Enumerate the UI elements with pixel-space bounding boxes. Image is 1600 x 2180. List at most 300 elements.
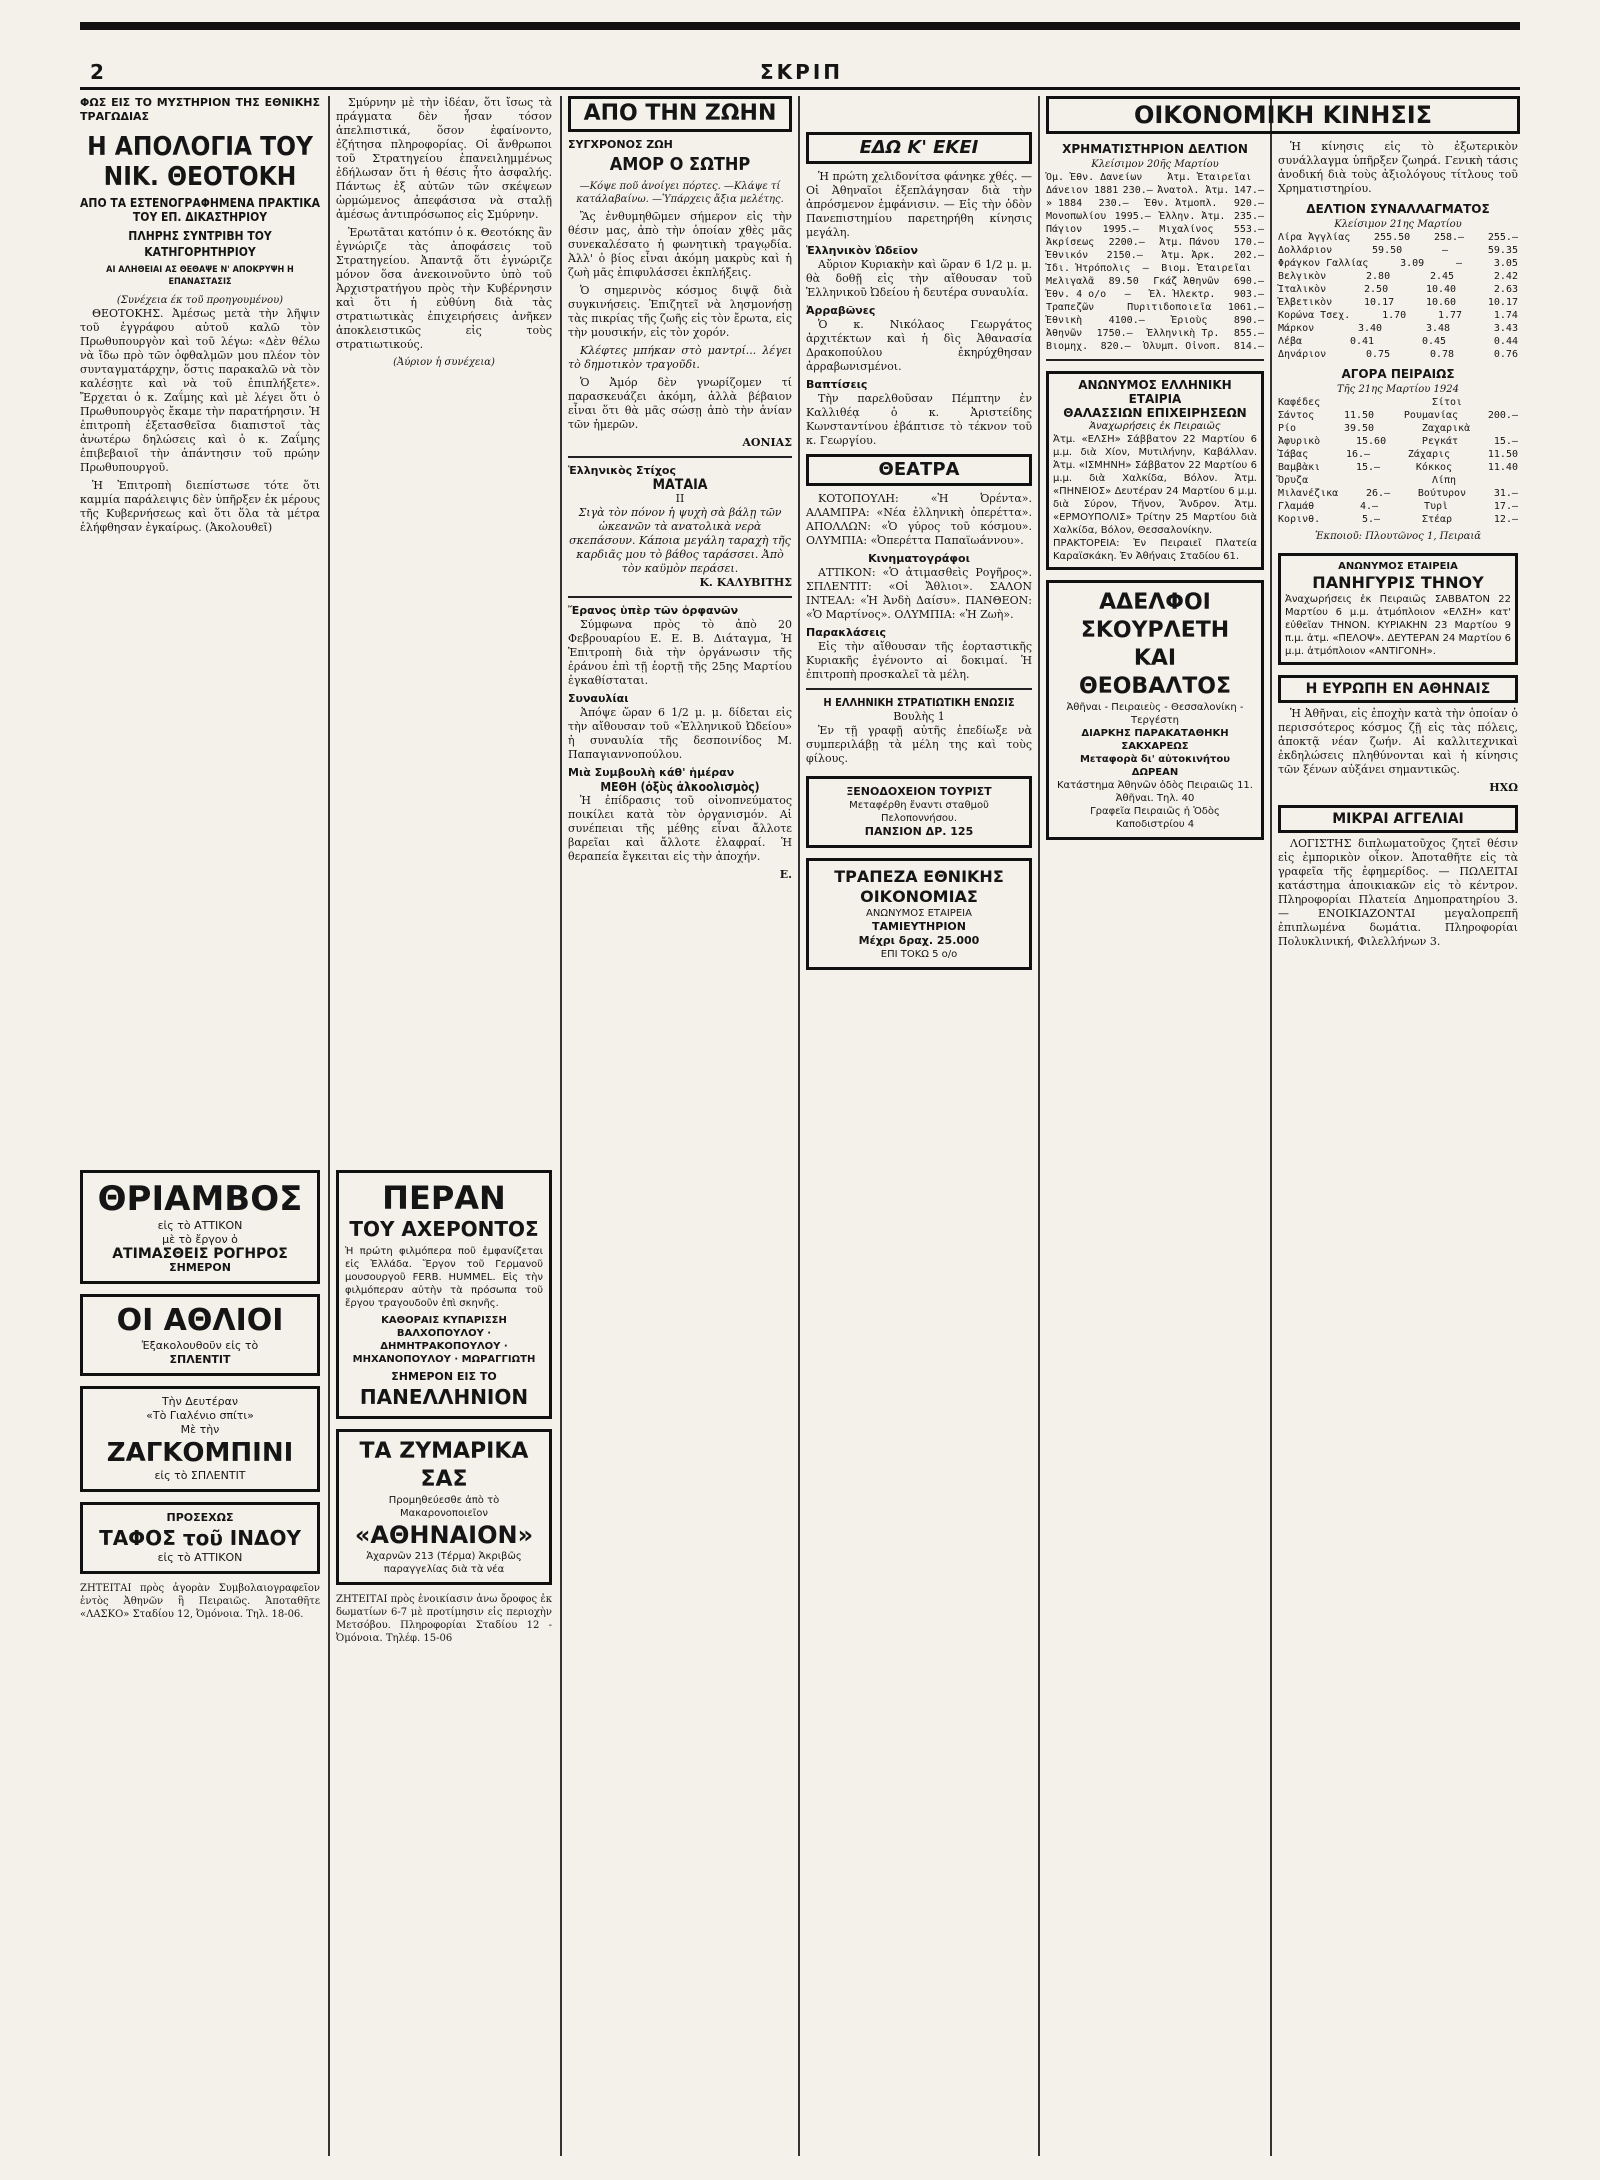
newspaper-page <box>80 0 1520 2180</box>
stock-row-cell: Βιομηχ. <box>1046 341 1089 352</box>
goods-table <box>1278 396 1518 526</box>
goods-row-cell: Ρουμανίας <box>1403 410 1459 421</box>
stock-row-cell: 890.— <box>1233 315 1264 326</box>
stock-row-cell: Δάνειον 1881 <box>1046 185 1119 196</box>
stock-row <box>1046 301 1264 314</box>
goods-row-cell: Ζάχαρις <box>1407 449 1451 460</box>
stock-row-cell: Μελιγαλᾶ <box>1046 276 1095 287</box>
ad-line: ΑΝΩΝΥΜΟΣ ΕΤΑΙΡΕΙΑ <box>866 908 972 919</box>
fx-row-cell: Φράγκον Γαλλίας <box>1278 258 1369 269</box>
ad-line: Ἀναχωρήσεις ἐκ Πειραιῶς <box>1089 421 1221 432</box>
goods-row-cell: 200.— <box>1487 410 1518 421</box>
goods-row-cell: 15.— <box>1493 436 1518 447</box>
goods-row-cell: 11.50 <box>1487 449 1518 460</box>
fx-row-cell: 0.41 <box>1349 336 1375 347</box>
goods-row-cell: 15.60 <box>1355 436 1387 447</box>
ad-line: ΠΑΝΣΙΟΝ ΔΡ. 125 <box>864 825 974 838</box>
ad-line: εἰς τὸ ΑΤΤΙΚΟΝ <box>157 1219 243 1232</box>
ad-body: Ἡ πρώτη φιλμόπερα ποῦ ἐμφανίζεται εἰς Ἑλλάδα. Ἔργον τοῦ Γερμανοῦ μουσουργοῦ FERB. HUMMEL. Εἰς τὴν φιλμόπεραν αὐτὴν τὰ πρόσωπα τοῦ ἔργου τραγουδοῦν ἐπὶ σκηνῆς. <box>345 1246 543 1309</box>
ad-title: ΠΑΝΗΓΥΡΙΣ ΤΗΝΟΥ <box>1312 573 1484 592</box>
section-label: Ἑλληνικὸς Στίχος <box>568 464 676 477</box>
advice-title: ΜΕΘΗ (ὀξὺς ἀλκοολισμὸς) <box>600 780 760 794</box>
ad-tafos <box>80 1502 320 1574</box>
article-body: Ἂς ἐνθυμηθῶμεν σήμερον εἰς τὴν θέσιν μας, ἀπὸ τὴν ὁποίαν χθὲς μᾶς συνεκαλέσατο ἡ φωνητικὴ τραγῳδία. Ἀλλ' ὁ βίος εἶναι ἀκόμη μακρὺς καὶ ἡ ζωὴ μᾶς ἐπιφυλάσσει ἐκπλήξεις. <box>568 210 792 279</box>
ad-brand: «ΑΘΗΝΑΙΟΝ» <box>354 1521 534 1549</box>
ad-title: ΤΑΦΟΣ τοῦ ΙΝΔΟΥ <box>99 1526 301 1550</box>
section-label: Μιὰ Συμβουλὴ κάθ' ἡμέραν <box>568 766 735 779</box>
stock-row-cell: Ἀθηνῶν <box>1046 328 1083 339</box>
stock-row-cell: 855.— <box>1233 328 1264 339</box>
piraeus-date: Τῆς 21ης Μαρτίου 1924 <box>1337 384 1459 395</box>
stock-row-cell: 170.— <box>1233 237 1264 248</box>
stock-row-cell: Ἑλλην. Ἀτμ. <box>1159 211 1226 222</box>
stock-row-cell: 1750.— <box>1096 328 1133 339</box>
article-headline: Η ΑΠΟΛΟΓΙΑ ΤΟΥ ΝΙΚ. ΘΕΟΤΟΚΗ <box>87 132 313 192</box>
goods-row-cell: Λίπη <box>1431 475 1457 486</box>
article-body: Ὁ Ἀμόρ δὲν γνωρίζομεν τί παρασκευάζει ἀκόμη, ἀλλὰ βέβαιον εἶναι ὅτι θὰ μᾶς σώσῃ ἀπὸ τὴν ἀνίαν τῶν ἡμερῶν. <box>568 376 792 431</box>
stock-row-cell: Ἰδι. Ἡτρόπολις <box>1046 263 1131 274</box>
article-signature: Ε. <box>779 868 792 881</box>
market-title: ΧΡΗΜΑΤΙΣΤΗΡΙΟΝ ΔΕΛΤΙΟΝ <box>1062 142 1248 156</box>
fx-row-cell: 0.78 <box>1429 349 1455 360</box>
ad-line: ΤΑΜΙΕΥΤΗΡΙΟΝ <box>872 920 966 933</box>
market-date: Κλείσιμον 20ῆς Μαρτίου <box>1091 159 1219 170</box>
stock-row-cell: Ἐθν. 4 ο/ο <box>1046 289 1107 300</box>
article-body: Ὁ κ. Νικόλαος Γεωργάτος ἀρχιτέκτων καὶ ἡ δὶς Ἀθανασία Δρακοπούλου ἐκηρύχθησαν ἀρραβωνισμένοι. <box>806 318 1032 373</box>
fx-row-cell: Δολλάριον <box>1278 245 1333 256</box>
goods-row <box>1278 474 1518 487</box>
piraeus-title: ΑΓΟΡΑ ΠΕΙΡΑΙΩΣ <box>1341 367 1455 381</box>
goods-row-cell: 39.50 <box>1343 423 1375 434</box>
fx-row-cell: 10.40 <box>1425 284 1457 295</box>
goods-row-cell: 26.— <box>1366 488 1391 499</box>
article-title: ΑΜΟΡ Ο ΣΩΤΗΡ <box>609 154 751 175</box>
goods-row-cell: Σάντος <box>1278 410 1315 421</box>
ad-line: ΕΠΙ ΤΟΚΩ 5 ο/ο <box>880 949 958 960</box>
ad-line: ΣΗΜΕΡΟΝ <box>169 1261 231 1274</box>
fx-title: ΔΕΛΤΙΟΝ ΣΥΝΑΛΛΑΓΜΑΤΟΣ <box>1306 202 1490 216</box>
ad-title: ΞΕΝΟΔΟΧΕΙΟΝ ΤΟΥΡΙΣΤ <box>846 785 992 798</box>
fx-row-cell: 2.63 <box>1493 284 1518 295</box>
stock-row-cell: Ἐθνικόν <box>1046 250 1089 261</box>
article-signature: ΗΧΩ <box>1489 781 1518 794</box>
stock-row-cell: Ἐλληνικὴ Τρ. <box>1147 328 1220 339</box>
column-rule <box>328 96 330 2156</box>
section-label: ΣΥΓΧΡΟΝΟΣ ΖΩΗ <box>568 138 673 151</box>
stock-row-cell: Ἐλ. Ἠλεκτρ. <box>1149 289 1216 300</box>
fx-row <box>1278 322 1518 335</box>
column-rule <box>560 96 562 2156</box>
ad-zagkompini <box>80 1386 320 1492</box>
fx-row-cell: 1.70 <box>1382 310 1407 321</box>
page-number: 2 <box>90 60 104 84</box>
article-body: ΘΕΟΤΟΚΗΣ. Ἀμέσως μετὰ τὴν λῆψιν τοῦ ἐγγράφου αὐτοῦ καλῶ τὸν Πρωθυπουργὸν καὶ τοῦ λέγω: «Δὲν θέλω νὰ ἴδω πρὸ τῶν ὀφθαλμῶν μου πλέον τὸν συνταγματάρχην, ὅστις παρακαλῶ νὰ τὸν καλέσῃτε καὶ νὰ τοῦ ἐπιπλήξετε». Ἔρχεται ὁ κ. Ζαΐμης καὶ μὲ λέγει ὅτι ὁ Πρωθυπουργὸς ἔκαμε τὴν παρατήρησιν. Ἡ ἐπιτροπὴ ἐξετασθεῖσα διαπιστοῖ τὰς ἀνωτέρω δηλώσεις καὶ ὁ κ. Ζαΐμης ἐπιβεβαιοῖ τὴν ἀπάντησιν τοῦ πρώην Πρωθυπουργοῦ. <box>80 307 320 474</box>
fx-row-cell: 10.17 <box>1487 297 1518 308</box>
stock-row-cell: Πυριτιδοποιεῖα <box>1127 302 1212 313</box>
stock-row-cell: 690.— <box>1233 276 1264 287</box>
ad-body: Ἀναχωρήσεις ἐκ Πειραιῶς ΣΑΒΒΑΤΟΝ 22 Μαρτίου 6 μ.μ. ἀτμόπλοιον «ΕΛΣΗ» κατ' εὐθεῖαν ΤΗΝΟΝ. ΚΥΡΙΑΚΗΝ 23 Μαρτίου 9 π.μ. ἀτμ. «ΠΕΛΟΨ». ΔΕΥΤΕΡΑΝ 24 Μαρτίου 6 μ.μ. ἀτμόπλοιον «ΑΝΤΙΓΟΝΗ». <box>1285 594 1511 657</box>
fx-row-cell: 0.75 <box>1366 349 1391 360</box>
goods-row-cell: 11.40 <box>1487 462 1518 473</box>
ad-body: Ἀτμ. «ΕΛΣΗ» Σάββατον 22 Μαρτίου 6 μ.μ. διὰ Χίον, Μυτιλήνην, Καβάλλαν. Ἀτμ. «ΙΣΜΗΝΗ» Σάββατον 22 Μαρτίου 6 μ.μ. διὰ Χαλκίδα, Βόλον. Ἀτμ. «ΠΗΝΕΙΟΣ» Δευτέραν 24 Μαρτίου 6 μ.μ. διὰ Σύρον, Τῆνον, Ἄνδρον. Ἀτμ. «ΕΡΜΟΥΠΟΛΙΣ» Τρίτην 25 Μαρτίου διὰ Χαλκίδα, Βόλον, Θεσσαλονίκην. <box>1053 434 1257 536</box>
stock-row <box>1046 210 1264 223</box>
fx-row-cell: Ἑλβετικὸν <box>1278 297 1333 308</box>
arrival-title: Η ΕΥΡΩΠΗ ΕΝ ΑΘΗΝΑΙΣ <box>1278 675 1518 703</box>
fx-row-cell: 3.43 <box>1493 323 1518 334</box>
goods-row-cell: 5.— <box>1362 514 1381 525</box>
fx-row-cell: 3.05 <box>1493 258 1518 269</box>
goods-row-cell: 11.50 <box>1343 410 1375 421</box>
section-label: Ἔρανος ὑπὲρ τῶν ὀρφανῶν <box>568 604 739 617</box>
goods-row-cell: Ρίο <box>1278 423 1297 434</box>
goods-row-cell: Βούτυρον <box>1417 488 1467 499</box>
ad-bank <box>806 858 1032 970</box>
ad-skourleti <box>1046 580 1264 840</box>
masthead <box>80 60 1520 90</box>
fx-row-cell: Κορώνα Τσεχ. <box>1278 310 1351 321</box>
goods-row <box>1278 435 1518 448</box>
stock-row-cell: 820.— <box>1100 341 1131 352</box>
ad-line: εἰς τὸ ΑΤΤΙΚΟΝ <box>157 1551 243 1564</box>
stock-row-cell: — <box>1142 263 1149 274</box>
ad-line: ΠΡΟΣΕΧΩΣ <box>166 1511 234 1524</box>
stock-row-cell: » 1884 <box>1046 198 1083 209</box>
fx-row-cell: 2.80 <box>1366 271 1391 282</box>
goods-row-cell: Καφέδες <box>1278 397 1321 408</box>
article-body: Ἡ Ἐπιτροπὴ διεπίστωσε τότε ὅτι καμμία παράλειψις δὲν ὑπῆρξεν ἐκ μέρους τῆς Κυβερνήσεως καὶ ὅτι ὅλα τὰ μέτρα ἐλήφθησαν ἐγκαίρως. (Ἀκολουθεῖ) <box>80 479 320 534</box>
fx-row-cell: Ἰταλικὸν <box>1278 284 1327 295</box>
notice-title: Η ΕΛΛΗΝΙΚΗ ΣΤΡΑΤΙΩΤΙΚΗ ΕΝΩΣΙΣ <box>823 696 1015 709</box>
divider <box>568 456 792 458</box>
fx-row <box>1278 309 1518 322</box>
classifieds-title: ΜΙΚΡΑΙ ΑΓΓΕΛΙΑΙ <box>1278 805 1518 833</box>
ads-column <box>80 1160 320 1621</box>
article-body: Τὴν παρελθοῦσαν Πέμπτην ἐν Καλλιθέᾳ ὁ κ. Ἀριστείδης Κωνσταντίνου ἐβάπτισε τὸ τέκνον τοῦ κ. Γεωργίου. <box>806 392 1032 447</box>
article-body: Σύμφωνα πρὸς τὸ ἀπὸ 20 Φεβρουαρίου Ε. Ε. Β. Διάταγμα, Ἡ Ἐπιτροπὴ διὰ τὴν ὀργάνωσιν τῆς ἐράνου ἐπὶ τῇ ἑορτῇ τῆς 25ης Μαρτίου ἐγκαθίσταται. <box>568 618 792 687</box>
divider <box>1046 359 1264 361</box>
ad-line: εἰς τὸ ΣΠΛΕΝΤΙΤ <box>154 1469 246 1482</box>
goods-row-cell: Ὄρυζα <box>1278 475 1309 486</box>
fx-row-cell: Βελγικὸν <box>1278 271 1327 282</box>
fx-row-cell: 10.17 <box>1364 297 1395 308</box>
stock-row-cell: Βιομ. Ἑταιρεῖαι <box>1161 263 1252 274</box>
goods-row <box>1278 409 1518 422</box>
section-label: Παρακλάσεις <box>806 626 887 639</box>
stock-row-cell: Μονοπωλίου <box>1046 211 1107 222</box>
section-label: Ἀρραβῶνες <box>806 304 876 317</box>
divider <box>568 596 792 598</box>
goods-row-cell: Βαμβὰκι <box>1278 462 1321 473</box>
ads-column-2 <box>336 1160 552 1645</box>
stock-row-cell: Ἀτμ. Ἀρκ. <box>1161 250 1216 261</box>
column-rule <box>798 96 800 2156</box>
stock-row-cell: Τραπεζῶν <box>1046 302 1095 313</box>
goods-row-cell: Τυρὶ <box>1423 501 1449 512</box>
classified-ad: ΖΗΤΕΙΤΑΙ πρὸς ἐνοικίασιν ἀνω ὄροφος ἐκ δωματίων 6-7 μὲ προτίμησιν εἰς περιοχὴν Μετσόβου. Πληροφορίαι Σταδίου 12 - Ὀμόνοια. Τηλέφ. 15-06 <box>336 1594 552 1644</box>
section-label: Βαπτίσεις <box>806 378 868 391</box>
ad-title: ΠΑΝΕΛΛΗΝΙΟΝ <box>359 1385 529 1409</box>
stock-row <box>1046 288 1264 301</box>
fx-row-cell: Δηνάριον <box>1278 349 1327 360</box>
section-label: Συναυλίαι <box>568 692 629 705</box>
column-2 <box>336 96 552 369</box>
ad-title: ΤΟΥ ΑΧΕΡΟΝΤΟΣ <box>349 1217 539 1241</box>
goods-row-cell: 31.— <box>1493 488 1518 499</box>
stock-row-cell: 89.50 <box>1108 276 1139 287</box>
divider <box>806 688 1032 690</box>
fx-row <box>1278 257 1518 270</box>
continued-note: (Συνέχεια έκ τοῦ προηγουμένου) <box>116 295 284 306</box>
fx-row <box>1278 296 1518 309</box>
goods-row <box>1278 461 1518 474</box>
fx-row-cell: 1.74 <box>1493 310 1518 321</box>
ad-title: ΖΑΓΚΟΜΠΙΝΙ <box>106 1438 294 1468</box>
cinemas-list: ΑΤΤΙΚΟΝ: «Ὁ ἀτιμασθεὶς Ρογῆρος». ΣΠΛΕΝΤΙΤ: «Οἱ Ἄθλιοι». ΣΑΛΟΝ ΙΝΤΕΑΛ: «Ἡ Ἀνδὴ Δαίσυ». ΠΑΝΘΕΟΝ: «Ὁ Μαρτίνος». ΟΛΥΜΠΙΑ: «Ἡ Ζωὴ». <box>806 566 1032 621</box>
stock-row <box>1046 236 1264 249</box>
goods-row-cell: 12.— <box>1493 514 1518 525</box>
fx-table <box>1278 231 1518 361</box>
fx-row-cell: 255.— <box>1487 232 1518 243</box>
fx-row-cell: Λέβα <box>1278 336 1303 347</box>
column-6 <box>1278 140 1518 953</box>
fx-row-cell: — <box>1456 258 1463 269</box>
stock-row <box>1046 184 1264 197</box>
article-body: Σμύρνην μὲ τὴν ἰδέαν, ὅτι ἴσως τὰ πράγματα δὲν ἦσαν τόσον ἀπελπιστικά, ὅσον ἐφαίνοντο, ἐζήτησα πληροφορίας. Οἱ ἄνθρωποι τοῦ Στρατηγείου ἐπανειλημμένως ἐδήλωσαν ὅτι ἡ θέσις ἦτο ἀσφαλής. Πάντως ἐξ αὐτῶν τῶν σκέψεων ὡρμώμενος ἀπεφάσισα νὰ σταλῇ ἀμέσως ἀντιπρόσωπος εἰς Σμύρνην. <box>336 96 552 221</box>
fx-date: Κλείσιμον 21ης Μαρτίου <box>1334 219 1462 230</box>
goods-row <box>1278 422 1518 435</box>
ad-line: «Τὸ Γιαλένιο σπίτι» <box>146 1409 254 1422</box>
fx-row <box>1278 348 1518 361</box>
article-verse: —Κόψε ποῦ ἀνοίγει πόρτες. —Κλάψε τί κατάλαβαίνω. —Ὑπάρχεις ἄξια μελέτης. <box>576 181 784 205</box>
stock-row-cell: Ἀτμ. Πάνου <box>1159 237 1220 248</box>
ad-line: ΑΤΙΜΑΣΘΕΙΣ ΡΟΓΗΡΟΣ <box>112 1246 288 1262</box>
goods-row-cell: Μιλανέζικα <box>1278 488 1339 499</box>
ad-title: ΑΝΩΝΥΜΟΣ ΕΤΑΙΡΕΙΑ <box>1338 561 1458 572</box>
stock-row-cell: — <box>1124 289 1131 300</box>
ad-title: ΑΔΕΛΦΟΙ ΣΚΟΥΡΛΕΤΗ <box>1080 590 1230 643</box>
notice-sub: Βουλὴς 1 <box>893 710 945 723</box>
fx-row-cell: Λίρα Ἀγγλίας <box>1278 232 1351 243</box>
ad-line: Μέχρι δραχ. 25.000 <box>858 934 980 947</box>
stock-row-cell: 4100.— <box>1108 315 1145 326</box>
article-body: Ἡ Ἀθῆναι, εἰς ἐποχὴν κατὰ τὴν ὁποίαν ὁ περισσότερος κόσμος ζῇ εἰς τὰς πόλεις, ἀποκτᾷ νέαν ζωήν. Αἱ καλλιτεχνικαὶ ἐκδηλώσεις πληθύνονται καὶ ἡ κίνησις τῶν ξένων αὐξάνει σημαντικῶς. <box>1278 707 1518 776</box>
fx-row <box>1278 231 1518 244</box>
goods-row-cell: 15.— <box>1355 462 1381 473</box>
goods-row <box>1278 448 1518 461</box>
stock-row <box>1046 223 1264 236</box>
goods-row <box>1278 513 1518 526</box>
paper-name: ΣΚΡΙΠ <box>760 60 843 84</box>
ad-shipping <box>1046 371 1264 570</box>
fx-row-cell: 258.— <box>1433 232 1465 243</box>
stock-row-cell: Ἀνατολ. Ἀτμ. <box>1157 185 1230 196</box>
classifieds-body: ΛΟΓΙΣΤΗΣ διπλωματοῦχος ζητεῖ θέσιν εἰς ἐμπορικὸν οἶκον. Ἀποταθῆτε εἰς τὰ γραφεῖα τῆς ἐφημερίδος. — ΠΩΛΕΙΤΑΙ κατάστημα ἀποικιακῶν εἰς τὸ κέντρον. Πληροφορίαι Πλατεία Δημοπρατηρίου 3. — ΕΝΟΙΚΙΑΖΟΝΤΑΙ μεγαλοπρεπῆ ἐπιπλωμένα δωμάτια. Πληροφορίαι Πολυκλινική, Φιλελλήνων 3. <box>1278 837 1518 948</box>
goods-row-cell: 17.— <box>1493 501 1518 512</box>
stock-row-cell: Γκάζ Ἀθηνῶν <box>1153 276 1220 287</box>
stock-row <box>1046 249 1264 262</box>
stock-row-cell: Ὁμ. Ἐθν. Δανείων <box>1046 172 1143 183</box>
fx-row-cell: — <box>1441 245 1449 256</box>
market-footer: Ἐκποιοῦ: Πλουτῶνος 1, Πειραιᾶ <box>1314 531 1481 542</box>
fx-row-cell: 59.35 <box>1487 245 1518 256</box>
ad-line: Τὴν Δευτέραν <box>161 1395 239 1408</box>
stock-row-cell: Ἀκρίσεως <box>1046 237 1095 248</box>
stock-row <box>1046 262 1264 275</box>
ad-line: ΣΗΜΕΡΟΝ ΕΙΣ ΤΟ <box>391 1370 497 1383</box>
column-4 <box>806 96 1032 970</box>
ad-title: ΚΑΙ ΘΕΟΒΑΛΤΟΣ <box>1079 646 1231 699</box>
stock-row <box>1046 314 1264 327</box>
ad-title: ΘΡΙΑΜΒΟΣ <box>97 1179 303 1219</box>
article-quote: Κλέφτες μπήκαν στὸ μαντρί... λέγει τὸ δημοτικὸν τραγοῦδι. <box>568 344 792 371</box>
fx-row-cell: 3.40 <box>1357 323 1383 334</box>
top-rule <box>80 22 1520 30</box>
goods-row-cell: Γλαμάθ <box>1278 501 1315 512</box>
ad-line: μὲ τὸ ἔργον ὁ <box>162 1233 238 1246</box>
goods-row-cell: 16.— <box>1345 449 1371 460</box>
stock-row-cell: 920.— <box>1233 198 1264 209</box>
fx-row-cell: 2.42 <box>1493 271 1518 282</box>
stock-row-cell: Ἀτμ. Ἑταιρεῖαι <box>1167 172 1252 183</box>
fx-row-cell: 255.50 <box>1374 232 1411 243</box>
ad-athlioi <box>80 1294 320 1376</box>
ad-title: ΤΑ ΖΥΜΑΡΙΚΑ ΣΑΣ <box>359 1439 529 1492</box>
stock-row <box>1046 327 1264 340</box>
stock-row-cell: 230.— <box>1122 185 1153 196</box>
goods-row <box>1278 500 1518 513</box>
fx-row-cell: 0.76 <box>1493 349 1518 360</box>
fx-row <box>1278 283 1518 296</box>
ad-contact: ΠΡΑΚΤΟΡΕΙΑ: Ἐν Πειραιεῖ Πλατεία Καραϊσκάκη. Ἐν Ἀθήναις Σταδίου 61. <box>1053 538 1257 562</box>
stock-row-cell: 230.— <box>1098 198 1129 209</box>
ad-line: Μὲ τὴν <box>180 1423 220 1436</box>
stock-row-cell: 1995.— <box>1114 211 1151 222</box>
ad-line: Προμηθεύεσθε ἀπὸ τὸ Μακαρονοποιεῖον <box>388 1495 500 1519</box>
fx-row-cell: 2.50 <box>1364 284 1389 295</box>
fx-row <box>1278 244 1518 257</box>
article-subhead: ΑΠΟ ΤΑ ΕΣΤΕΝΟΓΡΑΦΗΜΕΝΑ ΠΡΑΚΤΙΚΑ ΤΟΥ ΕΠ. ΔΙΚΑΣΤΗΡΙΟΥ <box>80 196 320 224</box>
ad-title: ΤΡΑΠΕΖΑ ΕΘΝΙΚΗΣ ΟΙΚΟΝΟΜΙΑΣ <box>834 867 1004 906</box>
column-3 <box>568 96 792 882</box>
stock-row-cell: Μιχαλίνος <box>1159 224 1214 235</box>
goods-row-cell: Ρεγκάτ <box>1421 436 1459 447</box>
stock-row <box>1046 275 1264 288</box>
goods-row-cell: Κόκκος <box>1415 462 1453 473</box>
column-1 <box>80 96 320 539</box>
stock-row-cell: Ὀλυμπ. Οἰνοπ. <box>1143 341 1222 352</box>
ad-tinos <box>1278 553 1518 665</box>
fx-row-cell: 0.44 <box>1493 336 1518 347</box>
article-body: Ὁ σημερινὸς κόσμος διψᾷ διὰ συγκινήσεις. Ἐπιζητεῖ νὰ λησμονήσῃ τὰς πικρίας τῆς ζωῆς εἰς τὸν ἔρωτα, εἰς τὴν μουσικήν, εἰς τὸν χορόν. <box>568 284 792 339</box>
ad-cast: ΚΑΘΟΡΑΙΣ ΚΥΠΑΡΙΣΣΗ ΒΑΛΧΟΠΟΥΛΟΥ · ΔΗΜΗΤΡΑΚΟΠΟΥΛΟΥ · ΜΗΧΑΝΟΠΟΥΛΟΥ · ΜΩΡΑΓΓΙΩΤΗ <box>352 1315 536 1365</box>
poem-text: Σιγὰ τὸν πόνον ἡ ψυχὴ σὰ βάλῃ τῶν ὠκεανῶν τὰ ανατολικὰ νερὰ σκεπάσουν. Κάποια μεγάλη ταραχὴ τῆς καρδιᾶς μου τὸ βάθος ταράσσει. Ἀπὸ τὸν καϋμὸν περάσει. <box>569 506 791 575</box>
ad-line: Ἀχαρνῶν 213 (Τέρμα) Ἀκριβῶς παραγγελίας διὰ τὰ νέα <box>366 1551 522 1575</box>
article-subhead: ΑΙ ΑΛΗΘΕΙΑΙ ΑΣ ΘΕΘΑΨΕ Ν' ΑΠΟΚΡΥΨΗ Η ΕΠΑΝΑΣΤΑΣΙΣ <box>106 265 294 287</box>
column-rule <box>1270 96 1272 2156</box>
stock-row-cell: 202.— <box>1233 250 1264 261</box>
stock-row-cell: 2200.— <box>1108 237 1145 248</box>
fx-row <box>1278 270 1518 283</box>
stock-row-cell: 2150.— <box>1106 250 1143 261</box>
notice-body: Ἐν τῇ γραφῇ αὐτῆς ἐπεδίωξε νὰ συμπεριλάβῃ τὰ μέλη της καὶ τοὺς φίλους. <box>806 724 1032 765</box>
article-body: Εἰς τὴν αἴθουσαν τῆς ἑορταστικῆς Κυριακῆς ἐγένοντο αἱ δοκιμαί. Ἡ ἐπιτροπὴ προσκαλεῖ τὰ μέλη. <box>806 640 1032 681</box>
ad-line: Ἀθῆναι - Πειραιεὺς - Θεσσαλονίκη - Τεργέστη <box>1066 702 1244 726</box>
column-rule <box>1038 96 1040 2156</box>
fx-row-cell: 0.45 <box>1421 336 1447 347</box>
section-label: Ἑλληνικὸν Ὠδεῖον <box>806 244 918 257</box>
fx-row-cell: 10.60 <box>1425 297 1457 308</box>
goods-row-cell: Ἀφυρικὸ <box>1278 436 1321 447</box>
stock-row-cell: 235.— <box>1233 211 1264 222</box>
theatres-list: ΚΟΤΟΠΟΥΛΗ: «Ἡ Ὀρέντα». ΑΛΑΜΠΡΑ: «Νέα ἐλληνικὴ ὀπερέττα». ΑΠΟΛΛΩΝ: «Ὁ γύρος τοῦ κόσμου». ΟΛΥΜΠΙΑ: «Ὀπερέττα Παπαϊωάννου». <box>806 492 1032 547</box>
stock-table <box>1046 171 1264 353</box>
section-banner: ΑΠΟ ΤΗΝ ΖΩΗΝ <box>568 96 792 132</box>
article-author: ΑΟΝΙΑΣ <box>742 436 792 449</box>
ad-title: ΘΑΛΑΣΣΙΩΝ ΕΠΙΧΕΙΡΗΣΕΩΝ <box>1063 406 1247 420</box>
ad-line: Μεταφορὰ δι' αὐτοκινήτου ΔΩΡΕΑΝ <box>1079 754 1231 778</box>
goods-row-cell: Στέαρ <box>1421 514 1453 525</box>
stock-row-cell: 553.— <box>1233 224 1264 235</box>
stock-row-cell: 1061.— <box>1227 302 1264 313</box>
stock-row <box>1046 197 1264 210</box>
stock-row <box>1046 340 1264 353</box>
stock-row-cell: Πάγιον <box>1046 224 1083 235</box>
article-body: Ἀπόψε ὥραν 6 1/2 μ. μ. δίδεται εἰς τὴν αἴθουσαν τοῦ «Ἑλληνικοῦ Ὠδείου» ἡ συναυλία τῆς δεσποινίδος Μ. Παπαγιαννοπούλου. <box>568 706 792 761</box>
fx-row <box>1278 335 1518 348</box>
stock-row-cell: Ἐριοὺς <box>1171 315 1208 326</box>
article-body: Ἡ ἐπίδρασις τοῦ οἰνοπνεύματος ποικίλει κατὰ τὸν ὀργανισμόν. Αἱ συνέπειαι τῆς μέθης εἶναι ἄλλοτε βαρεῖαι καὶ ἄλλοτε ἐλαφραί. Ἡ θεραπεία ἔγκειται εἰς τὴν ἀποχήν. <box>568 794 792 863</box>
article-body: Ἐρωτᾶται κατόπιν ὁ κ. Θεοτόκης ἂν ἐγνώριζε τὰς ἀποφάσεις τοῦ Στρατηγείου. Ἀπαντᾷ ὅτι ἐγνώριζε μόνον ὅσα ἀνεκοινοῦντο ὑπὸ τοῦ Ἀρχιστρατήγου πρὸς τὴν Κυβέρνησιν καὶ ὅτι ἡ εὐθύνη διὰ τὰς στρατιωτικὰς ἐπιχειρήσεις ἀνῆκεν ἀποκλειστικῶς εἰς τοὺς στρατιωτικούς. <box>336 226 552 351</box>
ad-thriamvos <box>80 1170 320 1284</box>
stock-row-cell: Ἑθν. Ἀτμοπλ. <box>1145 198 1218 209</box>
fx-row-cell: 2.45 <box>1429 271 1455 282</box>
goods-row-cell: Ἰάβας <box>1278 449 1309 460</box>
stock-row <box>1046 171 1264 184</box>
stock-row-cell: 1995.— <box>1102 224 1139 235</box>
ad-title: ΠΕΡΑΝ <box>382 1179 506 1217</box>
goods-row <box>1278 487 1518 500</box>
stock-row-cell: 147.— <box>1233 185 1264 196</box>
continued-note: (Ἀύριον ἡ συνέχεια) <box>393 357 495 368</box>
goods-row-cell: Ζαχαρικὰ <box>1421 423 1471 434</box>
classified-ad: ΖΗΤΕΙΤΑΙ πρὸς ἀγορὰν Συμβολαιογραφεῖον ἐντὸς Ἀθηνῶν ἢ Πειραιῶς. Ἀποταθῆτε «ΛΑΣΚΟ» Σταδίου 12, Ὀμόνοια. Τηλ. 18-06. <box>80 1583 320 1620</box>
stock-row-cell: 903.— <box>1233 289 1264 300</box>
ad-line: Ἐξακολουθοῦν εἰς τὸ <box>141 1339 259 1352</box>
stock-row-cell: 814.— <box>1233 341 1264 352</box>
goods-row-cell: 4.— <box>1360 501 1379 512</box>
poem-number: II <box>675 492 685 505</box>
goods-row-cell: Κορινθ. <box>1278 514 1321 525</box>
box-title: ΕΔΩ Κ' ΕΚΕΙ <box>806 132 1032 164</box>
goods-row-cell: Σίτοι <box>1431 397 1463 408</box>
fx-row-cell: 59.50 <box>1372 245 1403 256</box>
ad-title: ΑΝΩΝΥΜΟΣ ΕΛΛΗΝΙΚΗ ΕΤΑΙΡΙΑ <box>1078 378 1232 406</box>
article-body: Αὔριον Κυριακὴν καὶ ὥραν 6 1/2 μ. μ. θὰ δοθῇ εἰς τὴν αἴθουσαν τοῦ Ἑλληνικοῦ Ὠδείου ἡ δευτέρα συναυλία. <box>806 258 1032 299</box>
poem-author: Κ. ΚΑΛΥΒΙΤΗΣ <box>699 576 792 589</box>
ad-line: ΣΠΛΕΝΤΙΤ <box>169 1353 231 1366</box>
article-kicker: ΦΩΣ ΕΙΣ ΤΟ ΜΥΣΤΗΡΙΟΝ ΤΗΣ ΕΘΝΙΚΗΣ ΤΡΑΓΩΔΙΑΣ <box>80 96 320 123</box>
ad-line: Μεταφέρθη ἔναντι σταθμοῦ Πελοποννήσου. <box>849 800 989 824</box>
ad-line: Κατάστημα Ἀθηνῶν ὁδὸς Πειραιῶς 11. Ἀθῆναι. Τηλ. 40 <box>1057 780 1253 804</box>
ad-title: ΟΙ ΑΘΛΙΟΙ <box>116 1303 284 1338</box>
ad-peran <box>336 1170 552 1419</box>
ad-hotel <box>806 776 1032 848</box>
article-subhead: ΠΛΗΡΗΣ ΣΥΝΤΡΙΒΗ ΤΟΥ ΚΑΤΗΓΟΡΗΤΗΡΙΟΥ <box>128 229 272 259</box>
theatres-title: ΘΕΑΤΡΑ <box>806 454 1032 486</box>
article-body: Ἡ πρώτη χελιδονίτσα φάνηκε χθές. — Οἱ Ἀθηναῖοι ἐξεπλάγησαν διὰ τὴν ἀπρόσμενον ἐμφάνισιν. — Εἰς τὴν ὁδὸν Πανεπιστημίου παρετηρήθη κίνησις μεγάλη. <box>806 170 1032 239</box>
stock-row-cell: Ἐθνικὴ <box>1046 315 1083 326</box>
goods-row <box>1278 396 1518 409</box>
